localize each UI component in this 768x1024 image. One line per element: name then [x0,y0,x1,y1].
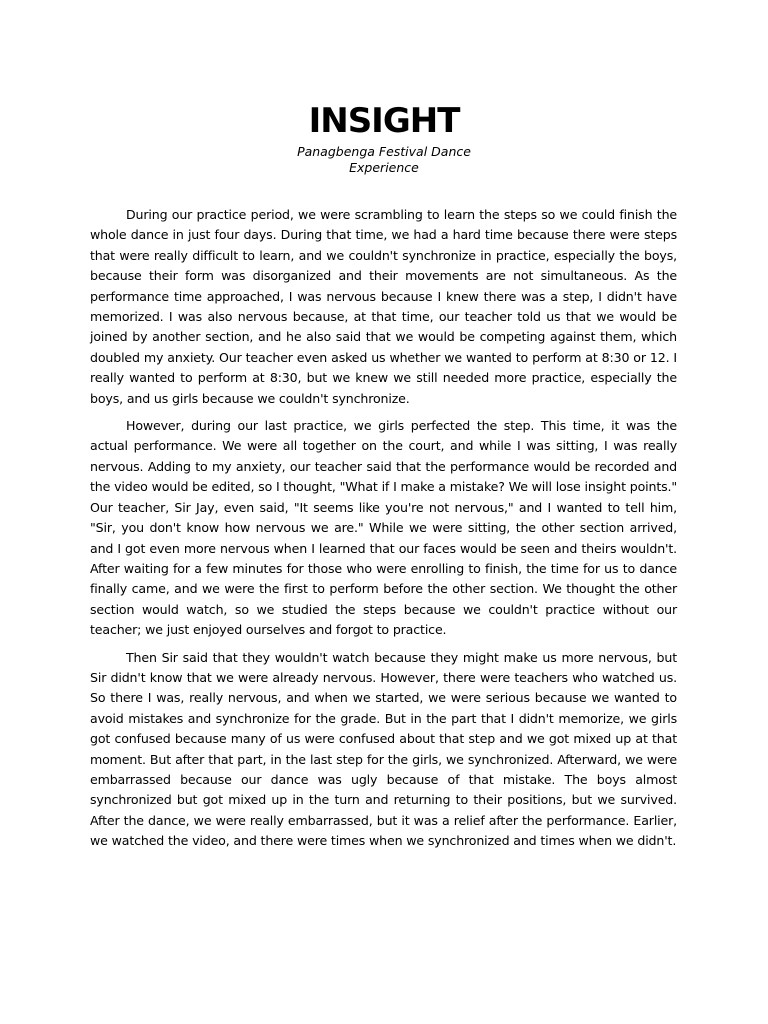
body-text [90,205,677,859]
paragraph: Then Sir said that they wouldn't watch because they might make us more nervous, but Sir didn't know that we were already nervous. However, there were teachers who watched us. So there I was, really nervous, and when we started, we were serious because we wanted to avoid mistakes and synchronize for the grade. But in the part that I didn't memorize, we girls got confused because many of us were confused about that step and we got mixed up at that moment. But after that part, in the last step for the girls, we synchronized. Afterward, we were embarrassed because our dance was ugly because of that mistake. The boys almost synchronized but got mixed up in the turn and returning to their positions, but we survived. After the dance, we were really embarrassed, but it was a relief after the performance. Earlier, we watched the video, and there were times when we synchronized and times when we didn't. [90,649,677,849]
title-block [0,98,768,176]
paragraph: During our practice period, we were scrambling to learn the steps so we could finish the whole dance in just four days. During that time, we had a hard time because there were steps that were really difficult to learn, and we couldn't synchronize in practice, especially the boys, because their form was disorganized and their movements are not simultaneous. As the performance time approached, I was nervous because I knew there was a step, I didn't have memorized. I was also nervous because, at that time, our teacher told us that we would be joined by another section, and he also said that we would be competing against them, which doubled my anxiety. Our teacher even asked us whether we wanted to perform at 8:30 or 12. I really wanted to perform at 8:30, but we knew we still needed more practice, especially the boys, and us girls because we couldn't synchronize. [90,207,677,406]
page-title: INSIGHT [308,101,460,141]
paragraph: However, during our last practice, we girls perfected the step. This time, it was the actual performance. We were all together on the court, and while I was sitting, I was really nervous. Adding to my anxiety, our teacher said that the performance would be recorded and the video would be edited, so I thought, "What if I make a mistake? We will lose insight points." Our teacher, Sir Jay, even said, "It seems like you're not nervous," and I wanted to tell him, "Sir, you don't know how nervous we are." While we were sitting, the other section arrived, and I got even more nervous when I learned that our faces would be seen and theirs wouldn't. After waiting for a few minutes for those who were enrolling to finish, the time for us to dance finally came, and we were the first to perform before the other section. We thought the other section would watch, so we studied the steps because we couldn't practice without our teacher; we just enjoyed ourselves and forgot to practice. [90,418,678,638]
page-subtitle: Panagbenga Festival Dance Experience [297,144,471,175]
